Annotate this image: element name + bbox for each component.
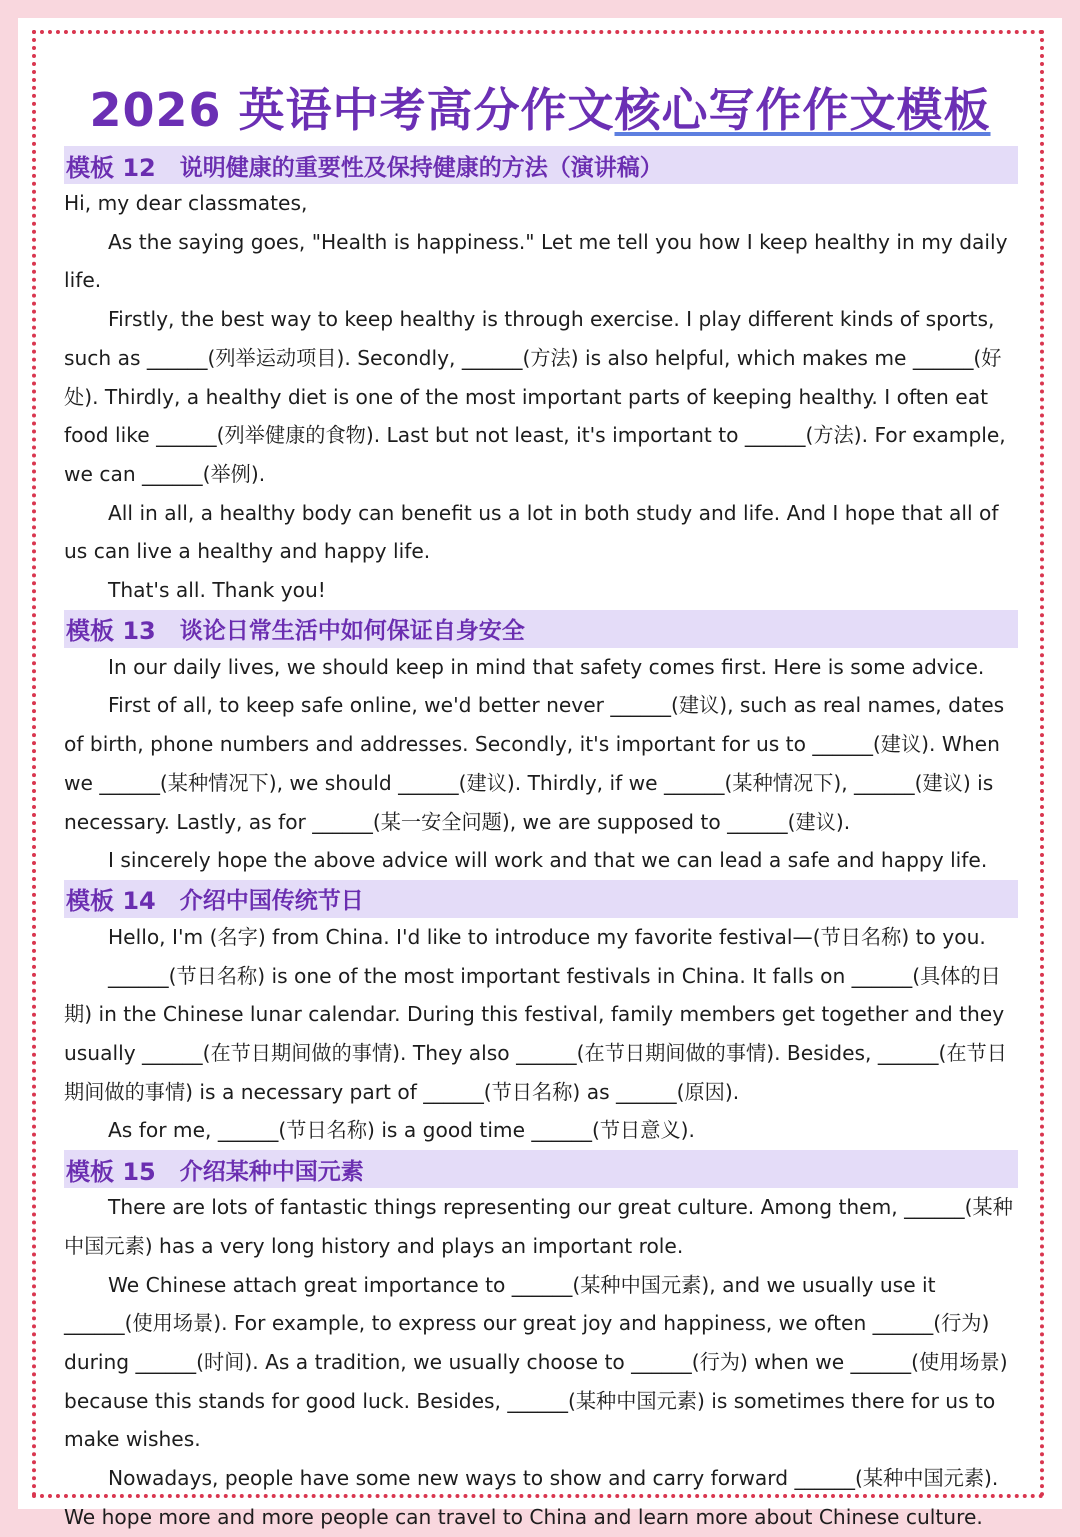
paragraph: There are lots of fantastic things representing our great culture. Among them, ______(某种中国元素) has a very long history and plays an important role. — [64, 1195, 1013, 1258]
section-label: 模板 13 — [66, 617, 156, 646]
paragraph: We Chinese attach great importance to ______(某种中国元素), and we usually use it ______(使用场景). For example, to express our great joy and happiness, we often ______(行为) during ______(时间). As a tradition, we usually choose to ______(行为) when we ______(使用场景) because this stands for good luck. Besides, ______(某种中国元素) is sometimes there for us to make wishes. — [64, 1272, 1008, 1452]
section-heading-13 — [64, 610, 1018, 648]
paragraph: That's all. Thank you! — [108, 578, 326, 603]
paragraph: First of all, to keep safe online, we'd better never ______(建议), such as real names, dates of birth, phone numbers and addresses. Secondly, it's important for us to ______(建议). When we ______(某种情况下), we should ______(建议). Thirdly, if we ______(某种情况下), ______(建议) is necessary. Lastly, as for ______(某一安全问题), we are supposed to ______(建议). — [64, 693, 1005, 834]
section-title: 说明健康的重要性及保持健康的方法（演讲稿） — [179, 154, 663, 181]
section-heading-15 — [64, 1150, 1018, 1188]
section-label: 模板 14 — [66, 887, 156, 916]
section-title: 谈论日常生活中如何保证自身安全 — [179, 618, 525, 645]
paragraph: Nowadays, people have some new ways to show and carry forward ______(某种中国元素). We hope more and more people can travel to China and learn more about Chinese culture. — [64, 1466, 999, 1529]
section-title: 介绍中国传统节日 — [179, 888, 364, 915]
section-heading-14 — [64, 880, 1018, 918]
paragraph: Firstly, the best way to keep healthy is through exercise. I play different kinds of sports, such as ______(列举运动项目). Secondly, ______(方法) is also helpful, which makes me ______(好处). Thirdly, a healthy diet is one of the most important parts of keeping healthy. I often eat food like ______(列举健康的食物). Last but not least, it's important to ______(方法). For example, we can ______(举例). — [64, 307, 1006, 486]
paragraph: I sincerely hope the above advice will work and that we can lead a safe and happy life. — [108, 848, 988, 873]
paragraph: As the saying goes, "Health is happiness." Let me tell you how I keep healthy in my daily life. — [64, 229, 1008, 293]
paragraph: As for me, ______(节日名称) is a good time ______(节日意义). — [108, 1118, 695, 1143]
paragraph: Hello, I'm (名字) from China. I'd like to introduce my favorite festival—(节日名称) to you. — [108, 924, 986, 949]
title-part-1: 2026 英语中考高分作文 — [89, 83, 615, 137]
paragraph: In our daily lives, we should keep in mind that safety comes first. Here is some advice. — [108, 654, 985, 679]
section-heading-12 — [64, 146, 1018, 184]
section-label: 模板 15 — [66, 1157, 156, 1186]
page-title — [0, 74, 1080, 140]
paragraph: ______(节日名称) is one of the most important festivals in China. It falls on ______(具体的日期) in the Chinese lunar calendar. During this festival, family members get together and they usually ______(在节日期间做的事情). They also ______(在节日期间做的事情). Besides, ______(在节日期间做的事情) is a necessary part of ______(节日名称) as ______(原因). — [64, 963, 1007, 1104]
section-label: 模板 12 — [66, 153, 156, 182]
section-title: 介绍某种中国元素 — [179, 1158, 364, 1185]
paragraph: Hi, my dear classmates, — [64, 191, 308, 215]
paragraph: All in all, a healthy body can benefit us a lot in both study and life. And I hope that all of us can live a healthy and happy life. — [64, 500, 999, 564]
title-part-2: 核心写作作文模板 — [614, 83, 991, 137]
template-content — [64, 146, 1018, 1537]
